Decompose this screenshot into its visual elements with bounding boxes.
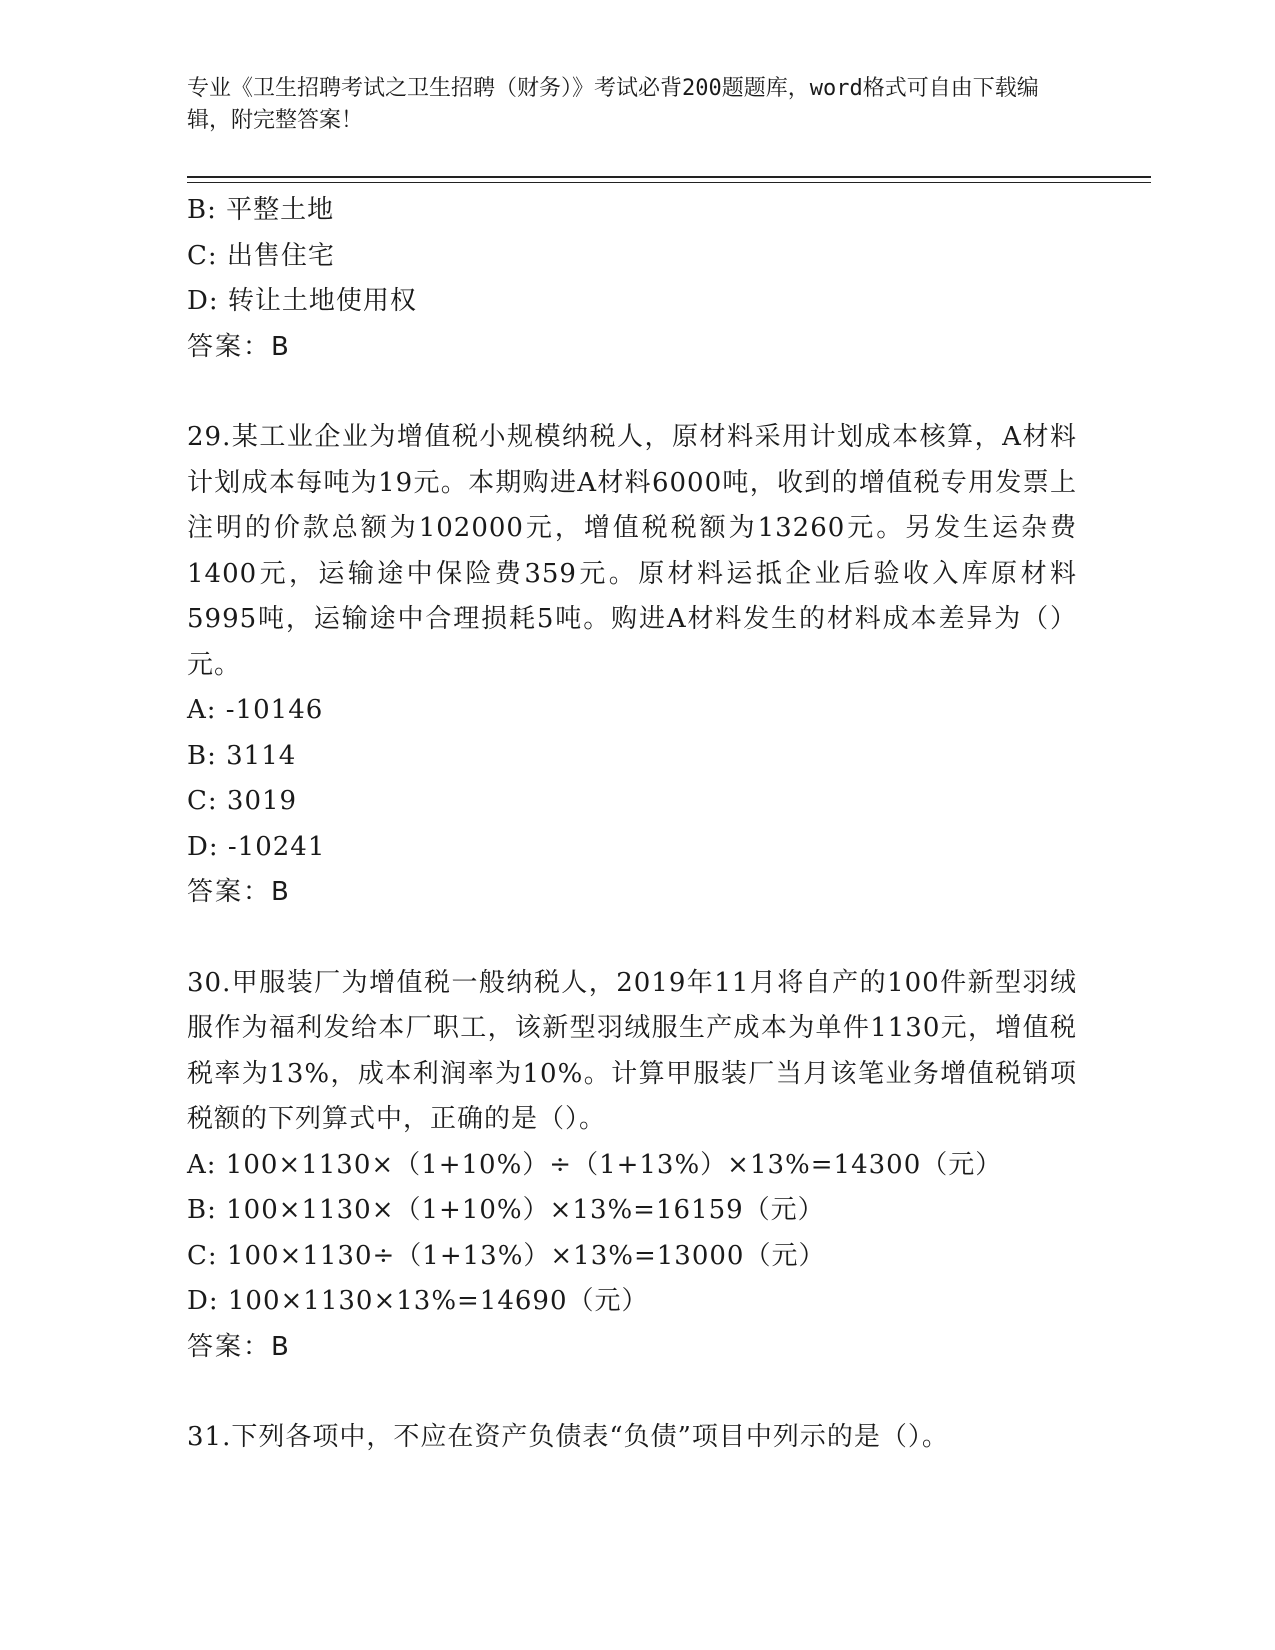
option-b: B: 3114: [187, 740, 297, 771]
document-header: 专业《卫生招聘考试之卫生招聘（财务）》考试必背200题题库，word格式可自由下载编辑，附完整答案！: [187, 76, 1039, 133]
answer: 答案：B: [187, 877, 291, 907]
option-a: A: 100×1130×（1+10%）÷（1+13%）×13%=14300（元）: [187, 1149, 1003, 1180]
option-b: B: 100×1130×（1+10%）×13%=16159（元）: [187, 1195, 825, 1225]
option-d: D: 转让土地使用权: [187, 286, 417, 316]
header-divider: [187, 176, 1151, 178]
question-text: 30.甲服装厂为增值税一般纳税人，2019年11月将自产的100件新型羽绒服作为福利发给本厂职工，该新型羽绒服生产成本为单件1130元，增值税税率为13%，成本利润率为10%。计算甲服装厂当月该笔业务增值税销项税额的下列算式中，正确的是（）。: [187, 967, 1077, 1134]
answer: 答案：B: [187, 1331, 291, 1362]
header-divider-thin: [187, 182, 1151, 183]
question-content: [187, 188, 1077, 1461]
question-text: 29.某工业企业为增值税小规模纳税人，原材料采用计划成本核算，A材料计划成本每吨为19元。本期购进A材料6000吨，收到的增值税专用发票上注明的价款总额为102000元，增值税税额为13260元。另发生运杂费1400元，运输途中保险费359元。原材料运抵企业后验收入库原材料5995吨，运输途中合理损耗5吨。购进A材料发生的材料成本差异为（）元。: [187, 422, 1077, 680]
question-30: [187, 961, 1077, 1371]
option-c: C: 100×1130÷（1+13%）×13%=13000（元）: [187, 1240, 826, 1271]
question-31: [187, 1415, 1077, 1461]
option-a: A: -10146: [187, 695, 324, 725]
option-c: C: 出售住宅: [187, 240, 335, 271]
option-d: D: -10241: [187, 831, 326, 862]
question-text: 31.下列各项中，不应在资产负债表“负债”项目中列示的是（）。: [187, 1422, 949, 1452]
answer: 答案：B: [187, 331, 291, 362]
option-c: C: 3019: [187, 786, 298, 816]
question-28-tail: [187, 188, 1077, 370]
question-29: [187, 415, 1077, 916]
option-b: B: 平整土地: [187, 195, 335, 225]
option-d: D: 100×1130×13%=14690（元）: [187, 1286, 649, 1316]
